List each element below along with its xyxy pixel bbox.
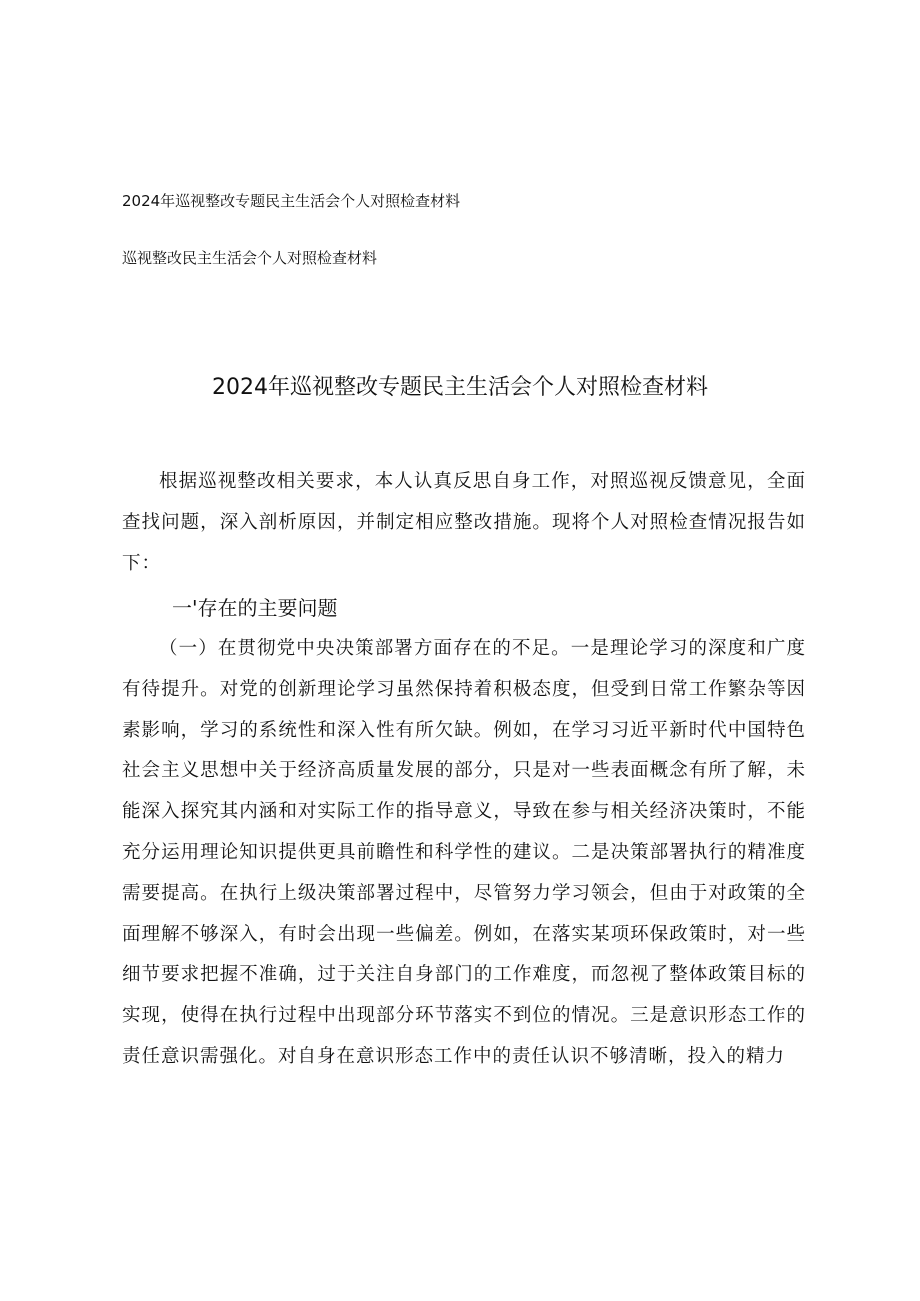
- section-heading-1: 一'存在的主要问题: [172, 596, 338, 620]
- document-title: 2024年巡视整改专题民主生活会个人对照检查材料: [212, 375, 708, 400]
- body-paragraph-1: （一）在贯彻党中央决策部署方面存在的不足。一是理论学习的深度和广度有待提升。对党的创新理论学习虽然保持着积极态度，但受到日常工作繁杂等因素影响，学习的系统性和深入性有所欠缺。例如，在学习习近平新时代中国特色社会主义思想中关于经济高质量发展的部分，只是对一些表面概念有所了解，未能深入探究其内涵和对实际工作的指导意义，导致在参与相关经济决策时，不能充分运用理论知识提供更具前瞻性和科学性的建议。二是决策部署执行的精准度需要提高。在执行上级决策部署过程中，尽管努力学习领会，但由于对政策的全面理解不够深入，有时会出现一些偏差。例如，在落实某项环保政策时，对一些细节要求把握不准确，过于关注自身部门的工作难度，而忽视了整体政策目标的实现，使得在执行过程中出现部分环节落实不到位的情况。三是意识形态工作的责任意识需强化。对自身在意识形态工作中的责任认识不够清晰，投入的精力: [122, 638, 806, 1067]
- toc-line-1: 2024年巡视整改专题民主生活会个人对照检查材料: [122, 192, 461, 210]
- toc-line-2: 巡视整改民主生活会个人对照检查材料: [122, 249, 378, 267]
- intro-paragraph: 根据巡视整改相关要求，本人认真反思自身工作，对照巡视反馈意见，全面查找问题，深入剖析原因，并制定相应整改措施。现将个人对照检查情况报告如下：: [122, 471, 806, 574]
